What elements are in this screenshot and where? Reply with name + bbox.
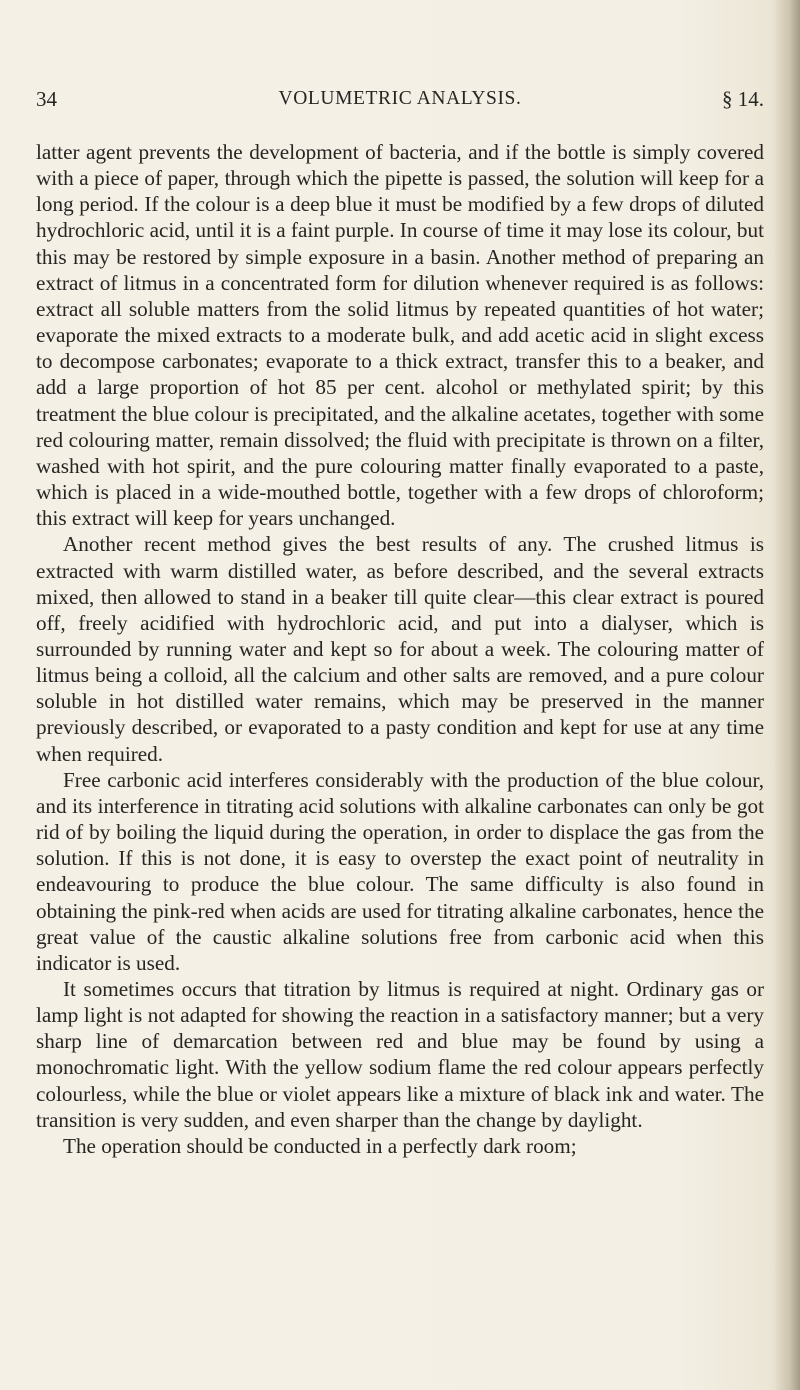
- running-title: VOLUMETRIC ANALYSIS.: [278, 88, 522, 109]
- paragraph-carbonic-acid: Free carbonic acid interferes considerably with the production of the blue colour, and its interference in titrating acid solutions with alkaline carbonates can only be got rid of by boiling the liquid during the operation, in order to displace the gas from the solution. If this is not done, it is easy to overstep the exact point of neutrality in endeavouring to produce the blue colour. The same difficulty is also found in obtaining the pink-red when acids are used for titrating alkaline carbonates, hence the great value of the caustic alkaline solutions free from carbonic acid when this indicator is used.: [36, 767, 764, 975]
- paragraph-dark-room: The operation should be conducted in a perfectly dark room;: [63, 1133, 577, 1158]
- running-head: [36, 84, 764, 114]
- body-text: [36, 139, 764, 1159]
- paragraph-litmus-extract: latter agent prevents the development of bacteria, and if the bottle is simply covered with a piece of paper, through which the pipette is passed, the solution will keep for a long period. If the colour is a deep blue it must be modified by a few drops of diluted hydrochloric acid, until it is a faint purple. In course of time it may lose its colour, but this may be restored by simple exposure in a basin. Another method of preparing an extract of litmus in a concentrated form for dilution whenever required is as follows: extract all soluble matters from the solid litmus by repeated quantities of hot water; evaporate the mixed extracts to a moderate bulk, and add acetic acid in slight excess to decompose carbonates; evaporate to a thick extract, transfer this to a beaker, and add a large proportion of hot 85 per cent. alcohol or methylated spirit; by this treatment the blue colour is precipitated, and the alkaline acetates, together with some red colouring matter, remain dissolved; the fluid with precipitate is thrown on a filter, washed with hot spirit, and the pure colouring matter finally evaporated to a paste, which is placed in a wide-mouthed bottle, together with a few drops of chloroform; this extract will keep for years unchanged.: [36, 140, 764, 531]
- paragraph-dialyser-method: Another recent method gives the best results of any. The crushed litmus is extracted with warm distilled water, as before described, and the several extracts mixed, then allowed to stand in a beaker till quite clear—this clear extract is poured off, freely acidified with hydrochloric acid, and put into a dialyser, which is surrounded by running water and kept so for about a week. The colouring matter of litmus being a colloid, all the calcium and other salts are removed, and a pure colour soluble in hot distilled water remains, which may be preserved in the manner previously described, or evaporated to a pasty condition and kept for use at any time when required.: [36, 532, 764, 766]
- paragraph-night-titration: It sometimes occurs that titration by litmus is required at night. Ordinary gas or lamp light is not adapted for showing the reaction in a satisfactory manner; but a very sharp line of demarcation between red and blue may be found by using a monochromatic light. With the yellow sodium flame the red colour appears perfectly colourless, while the blue or violet appears like a mixture of black ink and water. The transition is very sudden, and even sharper than the change by daylight.: [36, 977, 764, 1132]
- page-edge-shadow: [774, 0, 800, 1390]
- page-number: 34: [36, 87, 57, 111]
- section-reference: § 14.: [722, 87, 764, 111]
